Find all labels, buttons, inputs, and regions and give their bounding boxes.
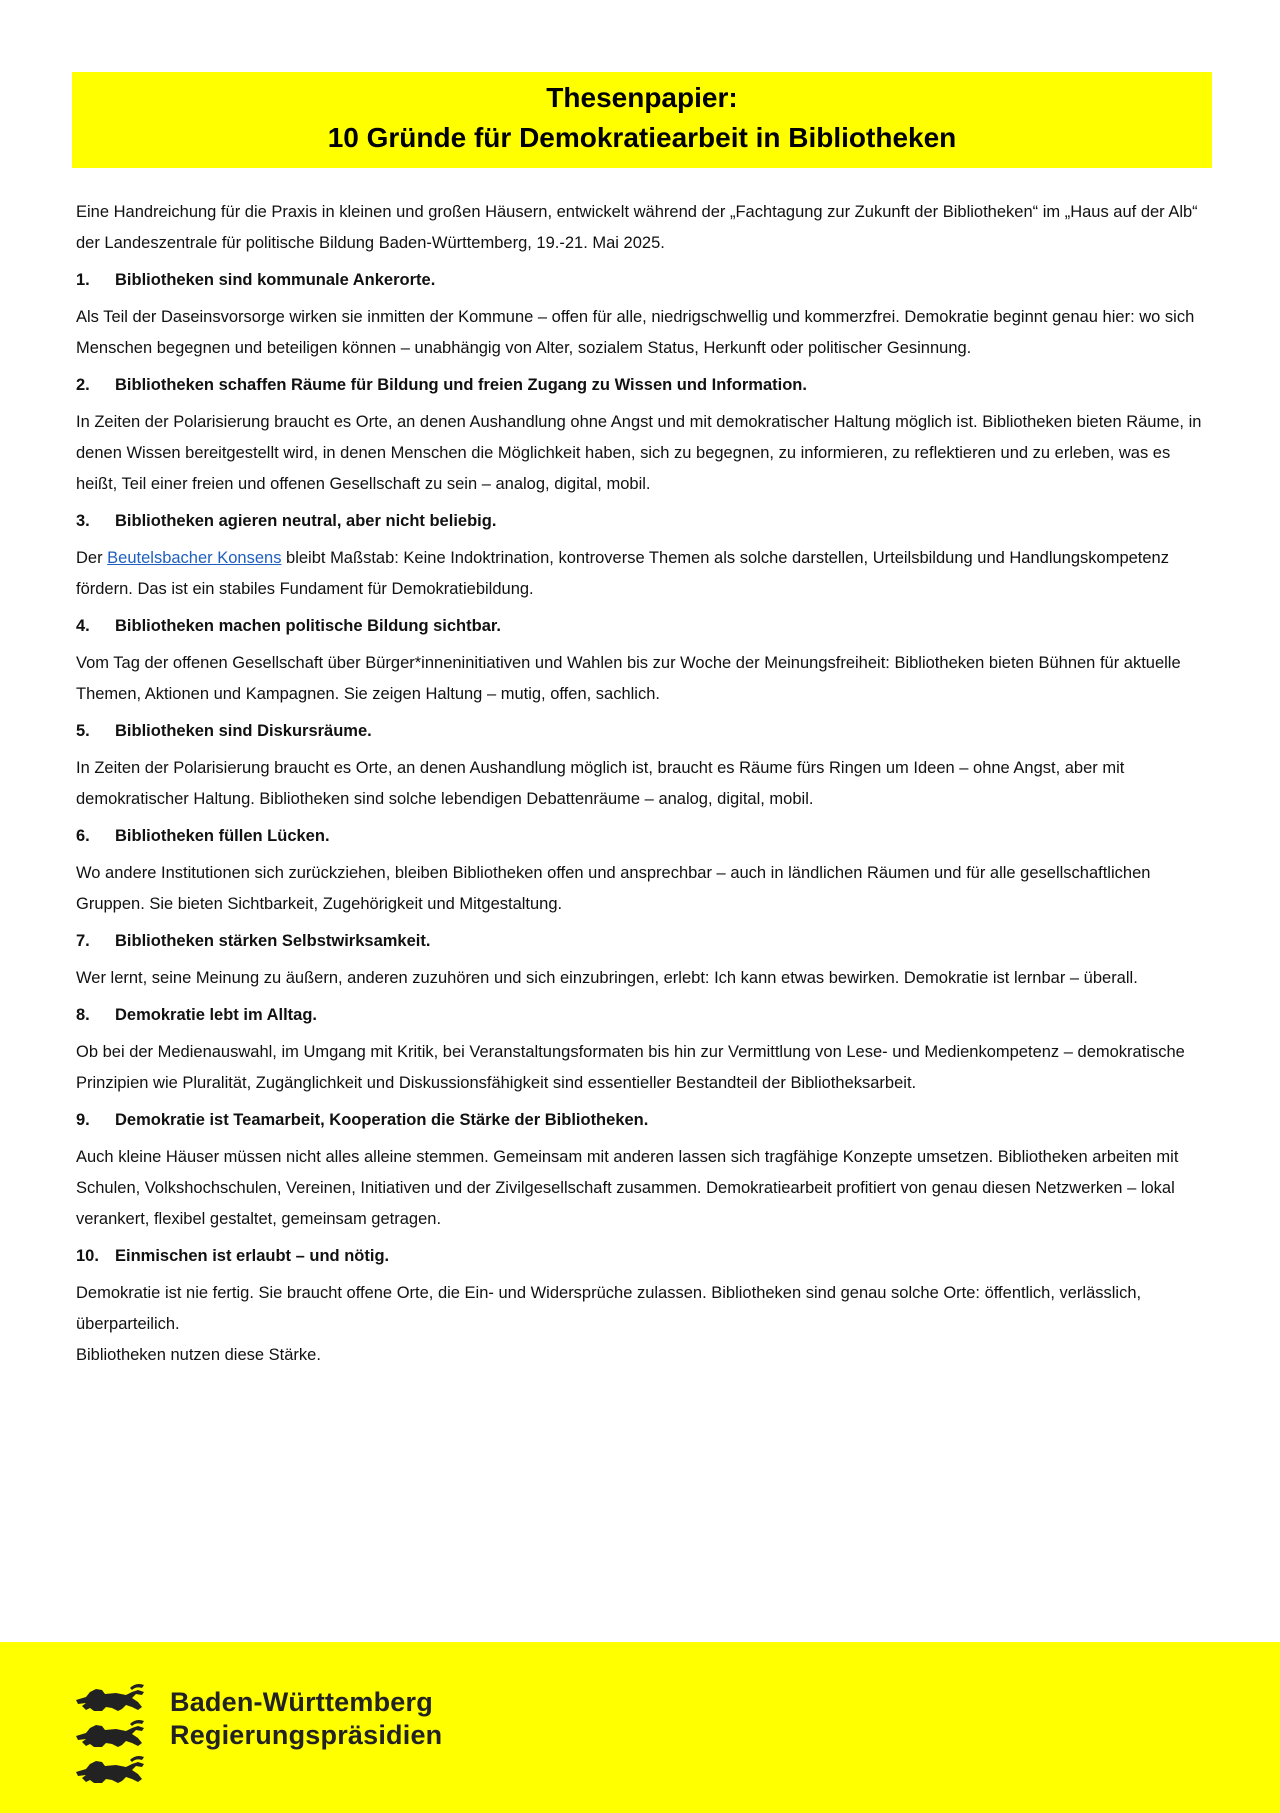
thesis-heading (76, 1000, 1216, 1031)
thesis-title: Demokratie ist Teamarbeit, Kooperation die Stärke der Bibliotheken. (115, 1111, 649, 1129)
footer-logo-text (170, 1686, 442, 1752)
thesis-number: 10. (76, 1247, 99, 1265)
thesis-text-prefix: Der (76, 549, 108, 567)
thesis-number: 5. (76, 722, 90, 740)
thesis-text: Auch kleine Häuser müssen nicht alles alleine stemmen. Gemeinsam mit anderen lassen sich tragfähige Konzepte umsetzen. Bibliotheken arbeiten mit Schulen, Volkshochschulen, Vereinen, Initiativen und der Zivilgesellschaft zusammen. Demokratiearbeit profitiert von genau diesen Netzwerken – lokal verankert, flexibel gestaltet, gemeinsam getragen. (76, 1148, 1179, 1228)
thesis-heading (76, 265, 1216, 296)
thesis-title: Bibliotheken füllen Lücken. (115, 827, 330, 845)
three-lions-icon (72, 1680, 148, 1790)
thesis-number: 6. (76, 827, 90, 845)
thesis-number: 3. (76, 512, 90, 530)
thesis-number: 8. (76, 1006, 90, 1024)
thesis-2 (76, 370, 1216, 500)
thesis-title: Bibliotheken schaffen Räume für Bildung und freien Zugang zu Wissen und Information. (115, 376, 807, 394)
thesis-number: 4. (76, 617, 90, 635)
thesis-title: Bibliotheken sind Diskursräume. (115, 722, 372, 740)
authority-name: Regierungspräsidien (170, 1720, 443, 1750)
thesis-number: 7. (76, 932, 90, 950)
thesis-number: 1. (76, 271, 90, 289)
thesis-text (76, 543, 1216, 605)
thesis-4 (76, 611, 1216, 710)
document-body (76, 197, 1216, 1377)
document-title: Thesenpapier: (546, 82, 738, 113)
thesis-5 (76, 716, 1216, 815)
intro-paragraph: Eine Handreichung für die Praxis in kleinen und großen Häusern, entwickelt während der „Fachtagung zur Zukunft der Bibliotheken“ im „Haus auf der Alb“ der Landeszentrale für politische Bildung Baden-Württemberg, 19.-21. Mai 2025. (76, 203, 1198, 252)
thesis-title: Einmischen ist erlaubt – und nötig. (115, 1247, 390, 1265)
thesis-title: Bibliotheken machen politische Bildung sichtbar. (115, 617, 501, 635)
thesis-heading (76, 926, 1216, 957)
thesis-text: Ob bei der Medienauswahl, im Umgang mit Kritik, bei Veranstaltungsformaten bis hin zur Vermittlung von Lese- und Medienkompetenz – demokratische Prinzipien wie Pluralität, Zugänglichkeit und Diskussionsfähigkeit sind essentieller Bestandteil der Bibliotheksarbeit. (76, 1043, 1185, 1092)
thesis-text: Wer lernt, seine Meinung zu äußern, anderen zuzuhören und sich einzubringen, erlebt: Ich kann etwas bewirken. Demokratie ist lernbar – überall. (76, 969, 1138, 987)
thesis-text: Wo andere Institutionen sich zurückziehen, bleiben Bibliotheken offen und ansprechbar – auch in ländlichen Räumen und für alle gesellschaftlichen Gruppen. Sie bieten Sichtbarkeit, Zugehörigkeit und Mitgestaltung. (76, 864, 1151, 913)
thesis-7 (76, 926, 1216, 994)
thesis-heading (76, 611, 1216, 642)
thesis-heading (76, 506, 1216, 537)
thesis-text: In Zeiten der Polarisierung braucht es Orte, an denen Aushandlung ohne Angst und mit demokratischer Haltung möglich ist. Bibliotheken bieten Räume, in denen Wissen bereitgestellt wird, in denen Menschen die Möglichkeit haben, sich zu begegnen, zu informieren, zu reflektieren und zu erleben, was es heißt, Teil einer freien und offenen Gesellschaft zu sein – analog, digital, mobil. (76, 413, 1202, 493)
thesis-3 (76, 506, 1216, 605)
thesis-number: 2. (76, 376, 90, 394)
thesis-6 (76, 821, 1216, 920)
state-name: Baden-Württemberg (170, 1687, 433, 1717)
thesis-text: Demokratie ist nie fertig. Sie braucht offene Orte, die Ein- und Widersprüche zulassen. Bibliotheken sind genau solche Orte: öffentlich, verlässlich, überparteilich. (76, 1284, 1142, 1333)
footer-banner (0, 1642, 1280, 1813)
thesis-heading (76, 821, 1216, 852)
thesis-title: Demokratie lebt im Alltag. (115, 1006, 318, 1024)
thesis-title: Bibliotheken agieren neutral, aber nicht beliebig. (115, 512, 497, 530)
thesis-text: Als Teil der Daseinsvorsorge wirken sie inmitten der Kommune – offen für alle, niedrigschwellig und kommerzfrei. Demokratie beginnt genau hier: wo sich Menschen begegnen und beteiligen können – unabhängig von Alter, sozialem Status, Herkunft oder politischer Gesinnung. (76, 308, 1195, 357)
thesis-text: Vom Tag der offenen Gesellschaft über Bürger*inneninitiativen und Wahlen bis zur Woche der Meinungsfreiheit: Bibliotheken bieten Bühnen für aktuelle Themen, Aktionen und Kampagnen. Sie zeigen Haltung – mutig, offen, sachlich. (76, 654, 1181, 703)
thesis-number: 9. (76, 1111, 90, 1129)
thesis-text: In Zeiten der Polarisierung braucht es Orte, an denen Aushandlung möglich ist, braucht es Räume fürs Ringen um Ideen – ohne Angst, aber mit demokratischer Haltung. Bibliotheken sind solche lebendigen Debattenräume – analog, digital, mobil. (76, 759, 1125, 808)
thesis-10 (76, 1241, 1216, 1371)
beutelsbacher-konsens-link[interactable]: Beutelsbacher Konsens (107, 549, 282, 567)
thesis-title: Bibliotheken sind kommunale Ankerorte. (115, 271, 436, 289)
thesis-heading (76, 716, 1216, 747)
thesis-8 (76, 1000, 1216, 1099)
thesis-1 (76, 265, 1216, 364)
thesis-title: Bibliotheken stärken Selbstwirksamkeit. (115, 932, 431, 950)
title-banner (72, 72, 1212, 168)
thesis-heading (76, 1105, 1216, 1136)
thesis-heading (76, 1241, 1216, 1272)
thesis-text-rest: bleibt Maßstab: Keine Indoktrination, kontroverse Themen als solche darstellen, Urteilsbildung und Handlungskompetenz fördern. Das ist ein stabiles Fundament für Demokratiebildung. (76, 549, 1169, 598)
thesis-9 (76, 1105, 1216, 1235)
document-subtitle: 10 Gründe für Demokratiearbeit in Bibliotheken (327, 122, 957, 153)
lion-shape (76, 1684, 144, 1783)
thesis-heading (76, 370, 1216, 401)
closing-line: Bibliotheken nutzen diese Stärke. (76, 1346, 321, 1364)
